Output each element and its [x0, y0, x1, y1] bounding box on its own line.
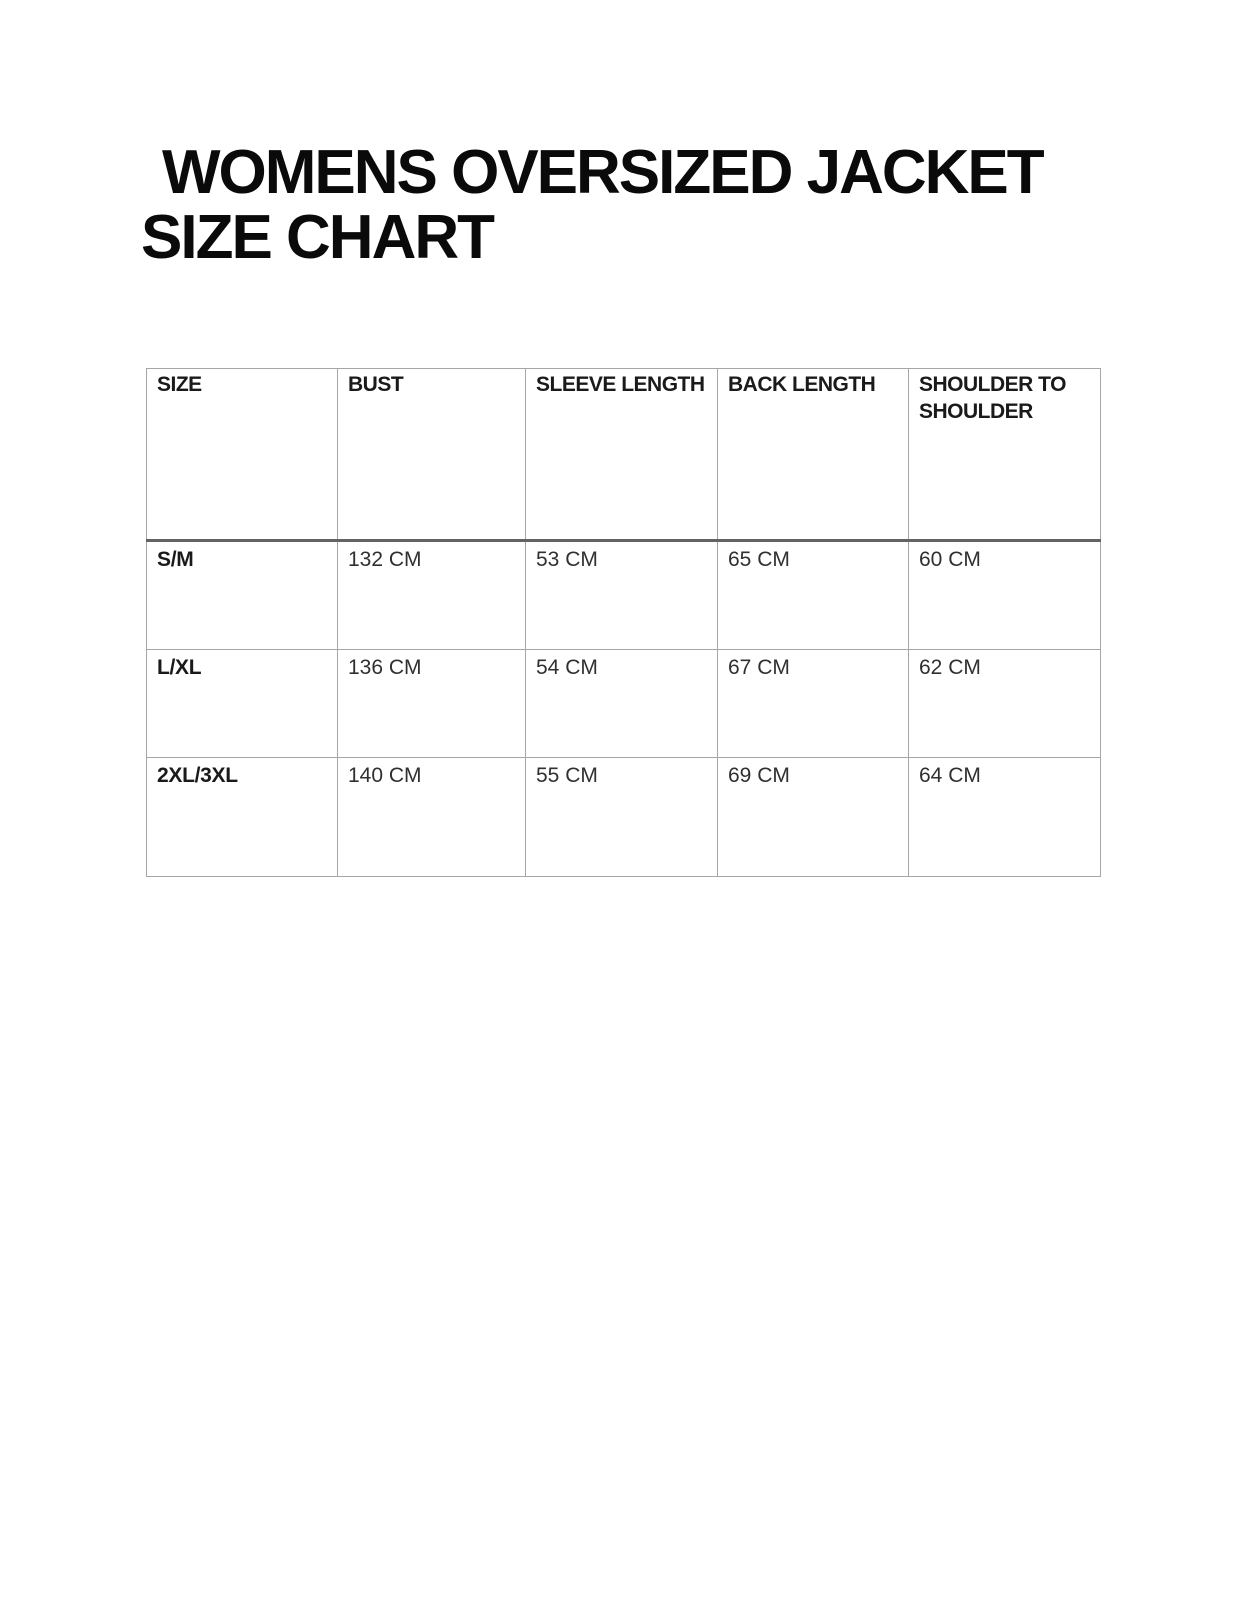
row-label-size: L/XL: [147, 650, 338, 758]
column-header-sleeve-length: SLEEVE LENGTH: [526, 369, 718, 541]
row-label-size: 2XL/3XL: [147, 758, 338, 877]
column-header-shoulder-to-shoulder: SHOULDER TO SHOULDER: [909, 369, 1101, 541]
cell-shoulder-to-shoulder: 64 CM: [909, 758, 1101, 877]
page-title: [141, 140, 1043, 270]
page-title-line-1: WOMENS OVERSIZED JACKET: [162, 138, 1043, 207]
column-header-back-length: BACK LENGTH: [718, 369, 909, 541]
table-row-2xl3xl: [147, 758, 1101, 877]
column-header-bust: BUST: [338, 369, 526, 541]
size-chart-table: [146, 368, 1101, 877]
cell-back-length: 67 CM: [718, 650, 909, 758]
table-row-sm: [147, 541, 1101, 650]
cell-shoulder-to-shoulder: 60 CM: [909, 541, 1101, 650]
cell-bust: 136 CM: [338, 650, 526, 758]
cell-back-length: 69 CM: [718, 758, 909, 877]
row-label-size: S/M: [147, 541, 338, 650]
cell-shoulder-to-shoulder: 62 CM: [909, 650, 1101, 758]
table-row-lxl: [147, 650, 1101, 758]
cell-bust: 132 CM: [338, 541, 526, 650]
cell-back-length: 65 CM: [718, 541, 909, 650]
header-row: [147, 369, 1101, 541]
page-title-line-2: SIZE CHART: [141, 203, 493, 272]
cell-sleeve-length: 54 CM: [526, 650, 718, 758]
column-header-size: SIZE: [147, 369, 338, 541]
cell-sleeve-length: 53 CM: [526, 541, 718, 650]
cell-bust: 140 CM: [338, 758, 526, 877]
cell-sleeve-length: 55 CM: [526, 758, 718, 877]
